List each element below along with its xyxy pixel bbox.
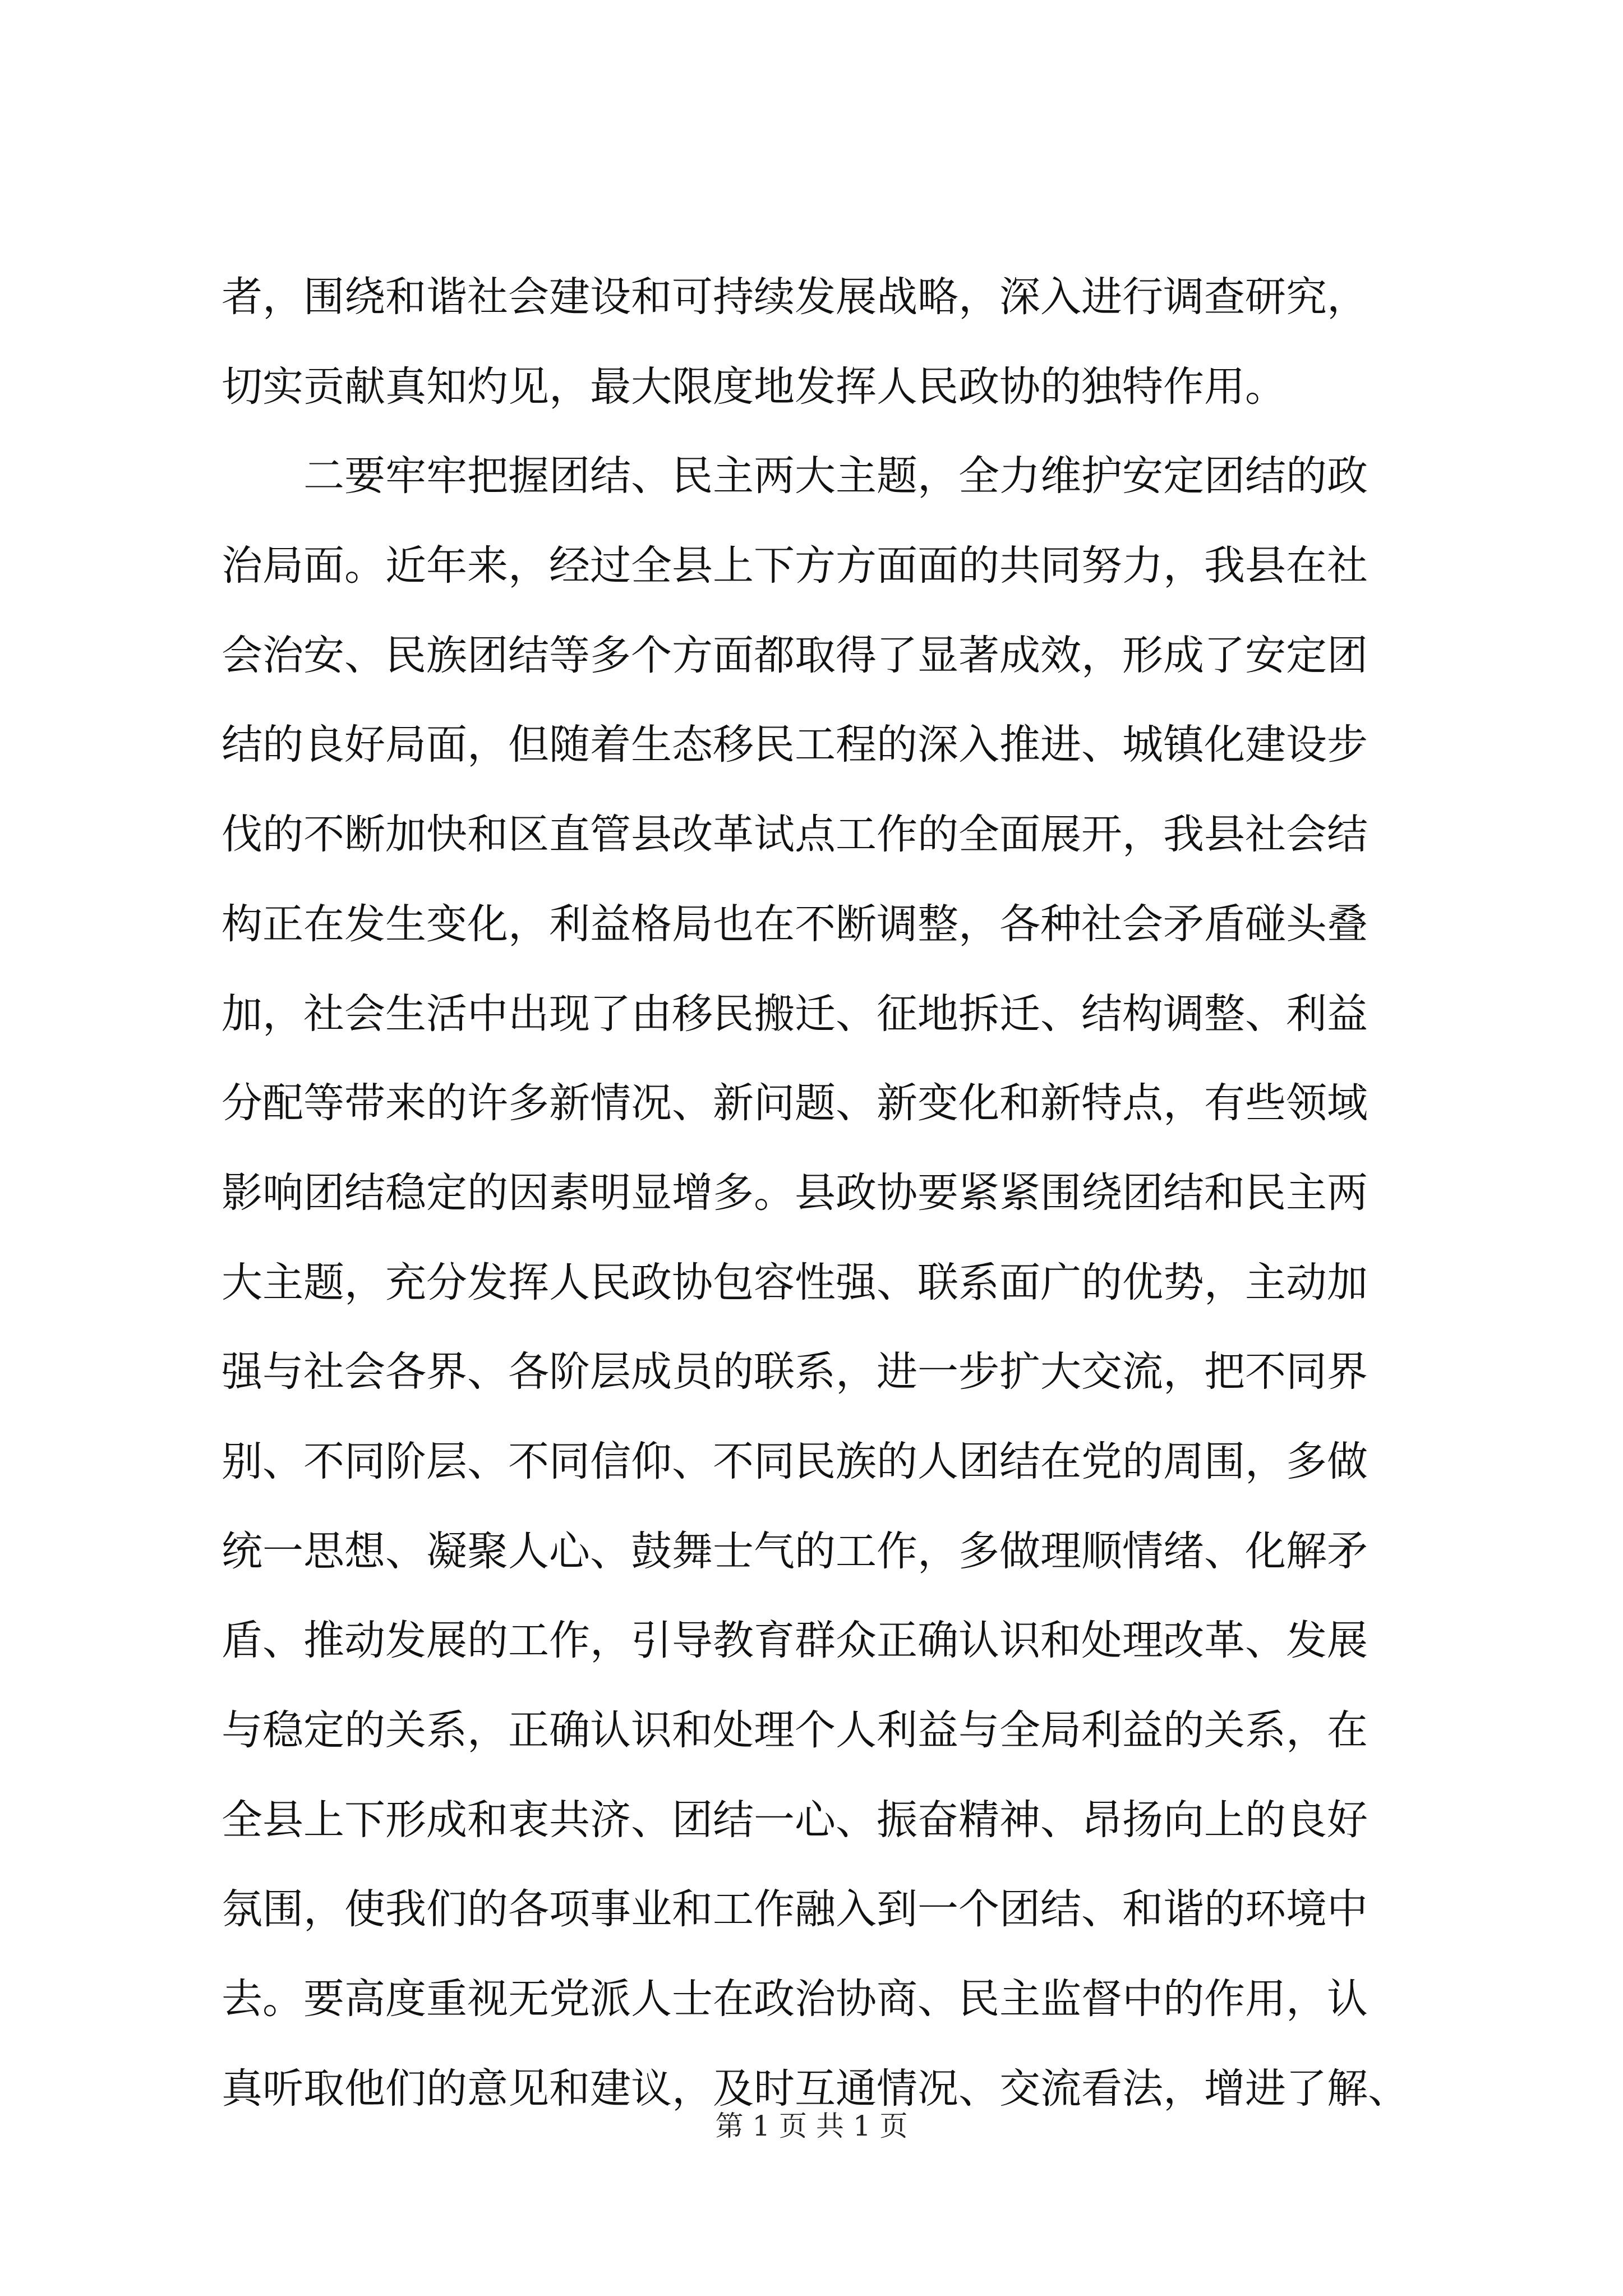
text-line: 氛围，使我们的各项事业和工作融入到一个团结、和谐的环境中 (222, 1885, 1368, 1934)
text-line: 真听取他们的意见和建议，及时互通情况、交流看法，增进了解、 (222, 2064, 1409, 2113)
text-line: 大主题，充分发挥人民政协包容性强、联系面广的优势，主动加 (222, 1258, 1368, 1306)
text-line: 盾、推动发展的工作，引导教育群众正确认识和处理改革、发展 (222, 1617, 1368, 1665)
text-line: 影响团结稳定的因素明显增多。县政协要紧紧围绕团结和民主两 (222, 1168, 1368, 1217)
text-line: 伐的不断加快和区直管县改革试点工作的全面展开，我县社会结 (222, 811, 1368, 859)
page-footer: 第 1 页 共 1 页 (715, 2110, 908, 2142)
text-line: 加，社会生活中出现了由移民搬迁、征地拆迁、结构调整、利益 (222, 990, 1368, 1038)
text-line: 会治安、民族团结等多个方面都取得了显著成效，形成了安定团 (222, 631, 1368, 679)
text-line: 治局面。近年来，经过全县上下方方面面的共同努力，我县在社 (222, 542, 1368, 590)
text-line: 结的良好局面，但随着生态移民工程的深入推进、城镇化建设步 (222, 721, 1368, 769)
text-line: 别、不同阶层、不同信仰、不同民族的人团结在党的周围，多做 (222, 1437, 1368, 1485)
text-line: 构正在发生变化，利益格局也在不断调整，各种社会矛盾碰头叠 (222, 900, 1368, 948)
text-line: 全县上下形成和衷共济、团结一心、振奋精神、昂扬向上的良好 (222, 1796, 1368, 1844)
text-line: 者，围绕和谐社会建设和可持续发展战略，深入进行调查研究， (222, 273, 1368, 321)
body-text (222, 252, 1422, 2133)
text-line: 切实贡献真知灼见，最大限度地发挥人民政协的独特作用。 (222, 362, 1286, 411)
text-line: 与稳定的关系，正确认识和处理个人利益与全局利益的关系，在 (222, 1706, 1368, 1754)
text-line: 去。要高度重视无党派人士在政治协商、民主监督中的作用，认 (222, 1975, 1368, 2023)
text-line: 强与社会各界、各阶层成员的联系，进一步扩大交流，把不同界 (222, 1348, 1368, 1396)
text-line: 分配等带来的许多新情况、新问题、新变化和新特点，有些领域 (222, 1079, 1368, 1128)
text-line: 二要牢牢把握团结、民主两大主题，全力维护安定团结的政 (303, 452, 1368, 500)
text-line: 统一思想、凝聚人心、鼓舞士气的工作，多做理顺情绪、化解矛 (222, 1527, 1368, 1575)
